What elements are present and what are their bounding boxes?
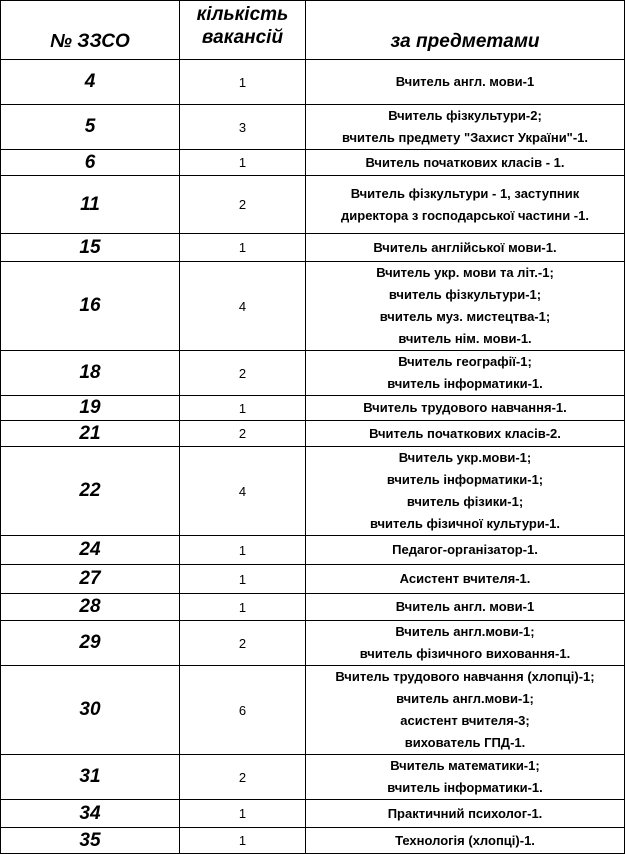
school-number-cell: 5 — [1, 105, 180, 150]
vacancy-count-cell: 4 — [180, 262, 306, 351]
vacancy-count-cell: 1 — [180, 800, 306, 828]
table-row — [1, 150, 625, 176]
school-number-cell: 24 — [1, 536, 180, 565]
vacancy-count-cell: 2 — [180, 351, 306, 396]
subject-line: Вчитель трудового навчання-1. — [363, 400, 567, 415]
table-row — [1, 447, 625, 536]
subject-line: Вчитель початкових класів-2. — [369, 425, 561, 441]
subject-line: вчитель фізики-1; — [406, 494, 524, 509]
subjects-cell — [306, 421, 625, 447]
subject-line: вчитель предмету "Захист України"-1. — [341, 130, 589, 145]
school-number-cell: 19 — [1, 396, 180, 421]
vacancy-count-cell: 4 — [180, 447, 306, 536]
table-row — [1, 594, 625, 621]
subject-line: вчитель фізичного виховання-1. — [359, 646, 571, 661]
subject-line: директора з господарської частини -1. — [341, 207, 589, 223]
subject-line: Асистент вчителя-1. — [399, 571, 531, 586]
subject-line: Вчитель фізкультури - 1, заступник — [350, 185, 580, 201]
subject-line: Технологія (хлопці)-1. — [395, 832, 535, 848]
vacancy-count-cell: 1 — [180, 565, 306, 594]
subjects-cell — [306, 60, 625, 105]
vacancy-count-cell: 1 — [180, 234, 306, 262]
subject-line: вчитель нім. мови-1. — [398, 331, 532, 346]
vacancy-count-cell: 1 — [180, 536, 306, 565]
vacancy-count-cell: 2 — [180, 176, 306, 234]
subjects-cell — [306, 262, 625, 351]
subject-line: Вчитель математики-1; — [390, 758, 540, 773]
subject-line: вихователь ГПД-1. — [404, 735, 526, 750]
school-number-cell: 16 — [1, 262, 180, 351]
subjects-cell — [306, 565, 625, 594]
subjects-cell — [306, 351, 625, 396]
subject-line: Вчитель початкових класів - 1. — [365, 154, 565, 170]
subjects-cell — [306, 396, 625, 421]
subject-line: вчитель інформатики-1. — [387, 376, 543, 391]
table-row — [1, 828, 625, 854]
subject-line: вчитель інформатики-1; — [386, 472, 544, 487]
subject-line: Вчитель англійської мови-1. — [373, 239, 557, 255]
subject-line: Вчитель географії-1; — [398, 354, 532, 369]
table-row — [1, 60, 625, 105]
school-number-cell: 34 — [1, 800, 180, 828]
subjects-cell — [306, 150, 625, 176]
subjects-cell — [306, 666, 625, 755]
subjects-cell — [306, 828, 625, 854]
school-number-cell: 35 — [1, 828, 180, 854]
table-row — [1, 262, 625, 351]
vacancy-count-cell: 3 — [180, 105, 306, 150]
school-number-cell: 21 — [1, 421, 180, 447]
subjects-cell — [306, 755, 625, 800]
school-number-cell: 18 — [1, 351, 180, 396]
table-row — [1, 176, 625, 234]
subject-line: вчитель англ.мови-1; — [396, 691, 534, 706]
subjects-cell — [306, 621, 625, 666]
subject-line: Вчитель трудового навчання (хлопці)-1; — [335, 669, 595, 684]
vacancy-count-cell: 2 — [180, 421, 306, 447]
table-row — [1, 234, 625, 262]
table-row — [1, 421, 625, 447]
subject-line: Вчитель фізкультури-2; — [388, 108, 542, 123]
school-number-cell: 31 — [1, 755, 180, 800]
vacancy-count-cell: 1 — [180, 396, 306, 421]
table-row — [1, 105, 625, 150]
vacancy-count-cell: 6 — [180, 666, 306, 755]
subject-line: Практичний психолог-1. — [387, 805, 543, 821]
header-vacancy-count — [180, 1, 306, 60]
school-number-cell: 28 — [1, 594, 180, 621]
school-number-cell: 6 — [1, 150, 180, 176]
header-school-number: № ЗЗСО — [1, 1, 180, 60]
header-subjects: за предметами — [306, 1, 625, 60]
subject-line: вчитель фізкультури-1; — [388, 287, 542, 302]
subjects-cell — [306, 447, 625, 536]
header-vacancy-count-line: кількість — [196, 4, 289, 25]
subject-line: Вчитель англ. мови-1 — [395, 74, 535, 89]
header-row — [1, 1, 625, 60]
subjects-cell — [306, 594, 625, 621]
subjects-cell — [306, 536, 625, 565]
table-row — [1, 755, 625, 800]
subject-line: Педагог-організатор-1. — [392, 542, 538, 557]
table-row — [1, 536, 625, 565]
school-number-cell: 22 — [1, 447, 180, 536]
school-number-cell: 11 — [1, 176, 180, 234]
subject-line: Вчитель англ.мови-1; — [395, 624, 535, 639]
subject-line: Вчитель укр. мови та літ.-1; — [376, 265, 554, 280]
subject-line: Вчитель укр.мови-1; — [398, 450, 532, 465]
table-row — [1, 666, 625, 755]
table-row — [1, 621, 625, 666]
school-number-cell: 15 — [1, 234, 180, 262]
table-row — [1, 351, 625, 396]
school-number-cell: 29 — [1, 621, 180, 666]
subject-line: вчитель муз. мистецтва-1; — [379, 309, 551, 324]
table-body — [1, 60, 625, 854]
vacancy-count-cell: 1 — [180, 150, 306, 176]
vacancy-count-cell: 1 — [180, 60, 306, 105]
subject-line: асистент вчителя-3; — [400, 713, 530, 728]
subject-line: вчитель фізичної культури-1. — [369, 516, 561, 531]
school-number-cell: 4 — [1, 60, 180, 105]
subject-line: вчитель інформатики-1. — [387, 780, 543, 795]
vacancy-count-cell: 2 — [180, 621, 306, 666]
subjects-cell — [306, 800, 625, 828]
header-vacancy-count-line: вакансій — [201, 27, 284, 48]
vacancy-count-cell: 2 — [180, 755, 306, 800]
subjects-cell — [306, 176, 625, 234]
subject-line: Вчитель англ. мови-1 — [395, 599, 535, 614]
vacancy-count-cell: 1 — [180, 594, 306, 621]
table-row — [1, 396, 625, 421]
vacancy-count-cell: 1 — [180, 828, 306, 854]
school-number-cell: 27 — [1, 565, 180, 594]
table-row — [1, 800, 625, 828]
school-number-cell: 30 — [1, 666, 180, 755]
subjects-cell — [306, 234, 625, 262]
subjects-cell — [306, 105, 625, 150]
table-row — [1, 565, 625, 594]
